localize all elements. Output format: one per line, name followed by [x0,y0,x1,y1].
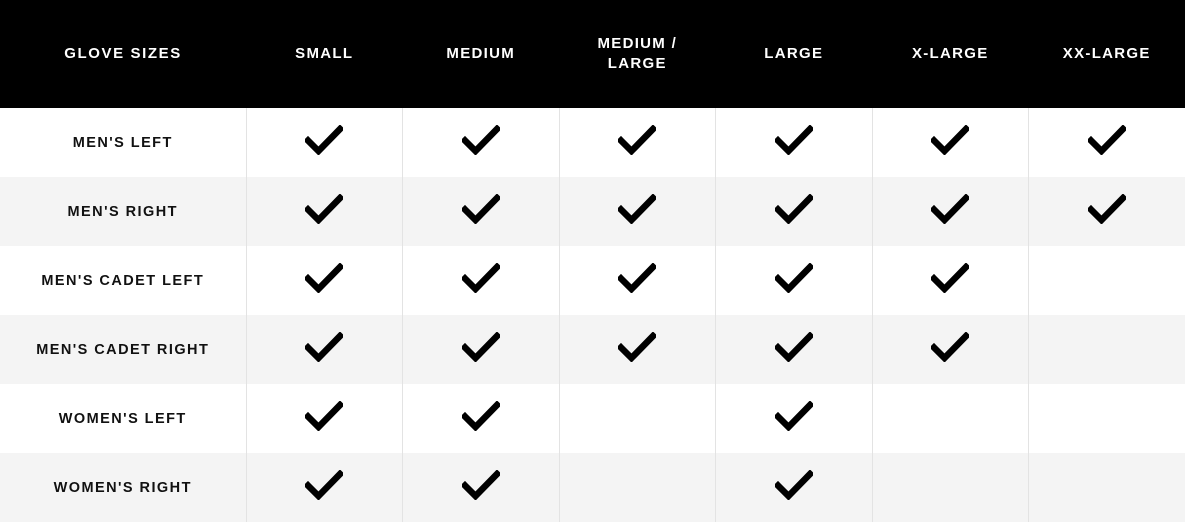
cell-x-large [872,384,1029,453]
cell-large [716,384,873,453]
checkmark-icon [1088,125,1126,155]
cell-medium-large [559,453,716,522]
column-header-medium-large [559,0,716,108]
table-row [0,177,1185,246]
cell-large [716,108,873,177]
column-header-medium-large-line1: MEDIUM / [597,34,678,52]
cell-medium [403,453,560,522]
cell-large [716,453,873,522]
cell-small [246,384,403,453]
column-header-medium-large-line2: LARGE [607,55,667,72]
empty-cell [1107,353,1108,354]
checkmark-icon [931,194,969,224]
table-row [0,453,1185,522]
checkmark-icon [305,194,343,224]
cell-xx-large [1029,246,1185,315]
header-row [0,0,1185,108]
cell-large [716,177,873,246]
table-row [0,246,1185,315]
checkmark-icon [775,332,813,362]
table-row [0,315,1185,384]
cell-x-large [872,246,1029,315]
checkmark-icon [305,470,343,500]
cell-large [716,246,873,315]
checkmark-icon [775,401,813,431]
cell-xx-large [1029,384,1185,453]
checkmark-icon [618,263,656,293]
checkmark-icon [618,125,656,155]
cell-large [716,315,873,384]
empty-cell [637,422,638,423]
table-row [0,384,1185,453]
cell-xx-large [1029,453,1185,522]
checkmark-icon [618,332,656,362]
checkmark-icon [931,332,969,362]
cell-medium [403,384,560,453]
empty-cell [950,422,951,423]
checkmark-icon [305,263,343,293]
row-label: WOMEN'S RIGHT [0,453,246,522]
cell-medium [403,315,560,384]
cell-small [246,453,403,522]
checkmark-icon [931,125,969,155]
cell-medium [403,108,560,177]
checkmark-icon [305,401,343,431]
cell-xx-large [1029,315,1185,384]
table-header [0,0,1185,108]
checkmark-icon [775,194,813,224]
checkmark-icon [462,332,500,362]
cell-medium-large [559,246,716,315]
cell-medium [403,177,560,246]
row-label: WOMEN'S LEFT [0,384,246,453]
checkmark-icon [462,194,500,224]
column-header-medium: MEDIUM [403,0,560,108]
cell-small [246,246,403,315]
cell-medium-large [559,315,716,384]
cell-medium [403,246,560,315]
checkmark-icon [931,263,969,293]
cell-small [246,108,403,177]
checkmark-icon [305,125,343,155]
column-header-glove-sizes: GLOVE SIZES [0,0,246,108]
cell-x-large [872,108,1029,177]
empty-cell [637,491,638,492]
empty-cell [1107,284,1108,285]
checkmark-icon [305,332,343,362]
checkmark-icon [775,263,813,293]
cell-xx-large [1029,177,1185,246]
checkmark-icon [462,470,500,500]
column-header-xx-large: XX-LARGE [1029,0,1185,108]
cell-x-large [872,315,1029,384]
row-label: MEN'S CADET LEFT [0,246,246,315]
row-label: MEN'S LEFT [0,108,246,177]
empty-cell [950,491,951,492]
row-label: MEN'S CADET RIGHT [0,315,246,384]
table-body [0,108,1185,522]
checkmark-icon [462,263,500,293]
column-header-x-large: X-LARGE [872,0,1029,108]
cell-medium-large [559,384,716,453]
row-label: MEN'S RIGHT [0,177,246,246]
checkmark-icon [462,401,500,431]
cell-xx-large [1029,108,1185,177]
empty-cell [1107,422,1108,423]
cell-small [246,315,403,384]
column-header-large: LARGE [716,0,873,108]
checkmark-icon [775,470,813,500]
cell-medium-large [559,108,716,177]
column-header-small: SMALL [246,0,403,108]
checkmark-icon [775,125,813,155]
cell-x-large [872,453,1029,522]
cell-small [246,177,403,246]
cell-x-large [872,177,1029,246]
checkmark-icon [1088,194,1126,224]
empty-cell [1107,491,1108,492]
checkmark-icon [462,125,500,155]
checkmark-icon [618,194,656,224]
cell-medium-large [559,177,716,246]
table-row [0,108,1185,177]
